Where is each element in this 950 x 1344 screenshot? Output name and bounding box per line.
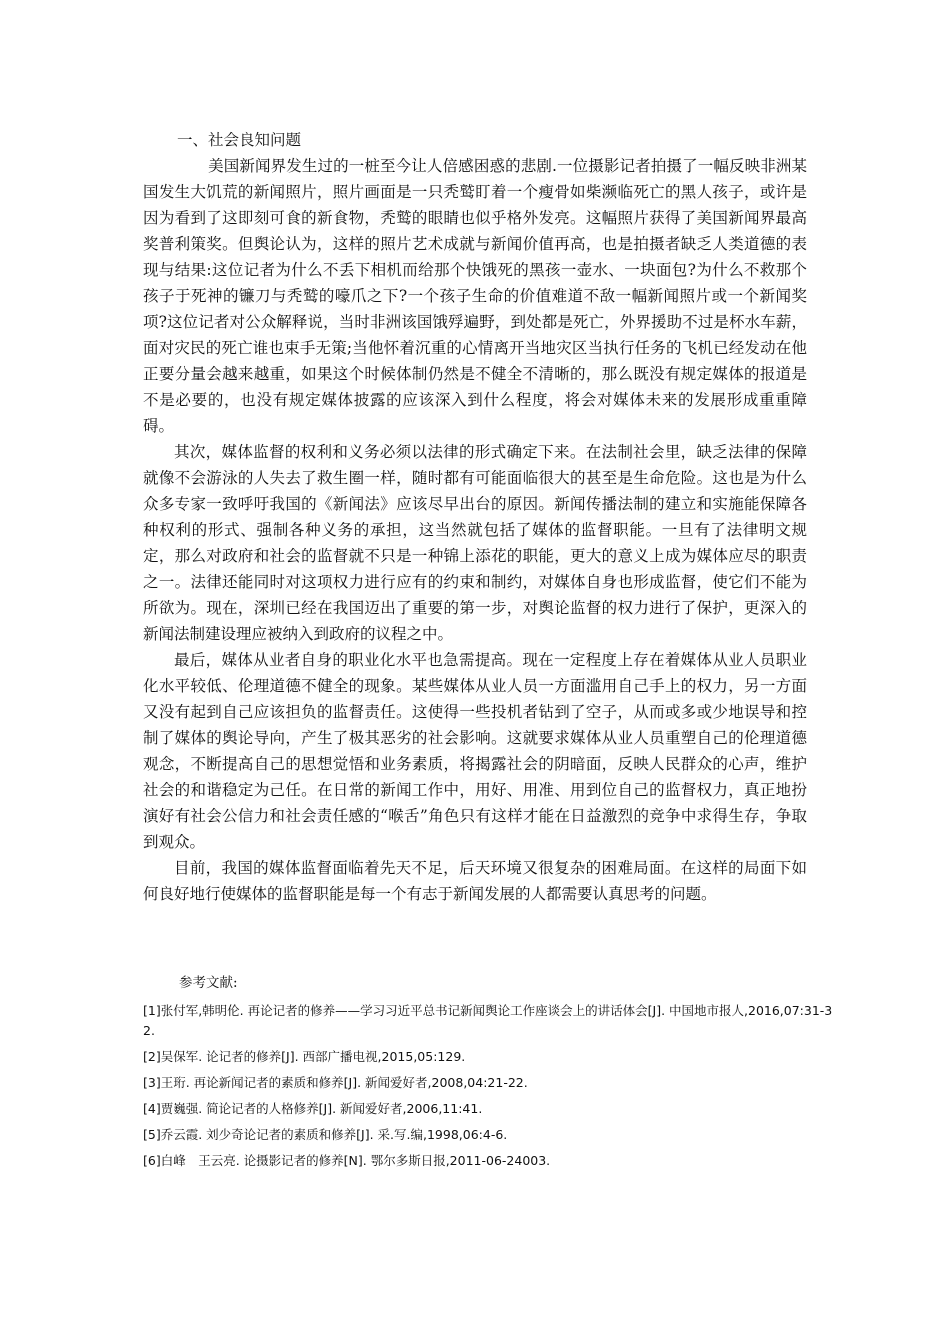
reference-item-1: [1]张付军,韩明伦. 再论记者的修养——学习习近平总书记新闻舆论工作座谈会上的讲话体会[J]. 中国地市报人,2016,07:31-32. [143,1003,833,1038]
paragraph-2: 其次，媒体监督的权利和义务必须以法律的形式确定下来。在法制社会里，缺乏法律的保障就像不会游泳的人失去了救生圈一样，随时都有可能面临很大的甚至是生命危险。这也是为什么众多专家一致呼吁我国的《新闻法》应该尽早出台的原因。新闻传播法制的建立和实施能保障各种权利的形式、强制各种义务的承担，这当然就包括了媒体的监督职能。一旦有了法律明文规定，那么对政府和社会的监督就不只是一种锦上添花的职能，更大的意义上成为媒体应尽的职责之一。法律还能同时对这项权力进行应有的约束和制约，对媒体自身也形成监督，使它们不能为所欲为。现在，深圳已经在我国迈出了重要的第一步，对舆论监督的权力进行了保护，更深入的新闻法制建设理应被纳入到政府的议程之中。 [143,443,807,643]
paragraph-3: 最后，媒体从业者自身的职业化水平也急需提高。现在一定程度上存在着媒体从业人员职业化水平较低、伦理道德不健全的现象。某些媒体从业人员一方面滥用自己手上的权力，另一方面又没有起到自己应该担负的监督责任。这使得一些投机者钻到了空子，从而或多或少地误导和控制了媒体的舆论导向，产生了极其恶劣的社会影响。这就要求媒体从业人员重塑自己的伦理道德观念，不断提高自己的思想觉悟和业务素质，将揭露社会的阴暗面，反映人民群众的心声，维护社会的和谐稳定为己任。在日常的新闻工作中，用好、用准、用到位自己的监督权力，真正地扮演好有社会公信力和社会责任感的“喉舌”角色只有这样才能在日益激烈的竞争中求得生存，争取到观众。 [143,651,807,851]
paragraph-1: 美国新闻界发生过的一桩至今让人倍感困惑的悲剧.一位摄影记者拍摄了一幅反映非洲某国发生大饥荒的新闻照片，照片画面是一只秃鹫盯着一个瘦骨如柴濒临死亡的黑人孩子，或许是因为看到了这即刻可食的新食物，秃鹫的眼睛也似乎格外发亮。这幅照片获得了美国新闻界最高奖普利策奖。但舆论认为，这样的照片艺术成就与新闻价值再高，也是拍摄者缺乏人类道德的表现与结果:这位记者为什么不丢下相机而给那个快饿死的黑孩一壶水、一块面包?为什么不救那个孩子于死神的镰刀与秃鹫的嚎爪之下?一个孩子生命的价值难道不敌一幅新闻照片或一个新闻奖项?这位记者对公众解释说，当时非洲该国饿殍遍野，到处都是死亡，外界援助不过是杯水车薪，面对灾民的死亡谁也束手无策;当他怀着沉重的心情离开当地灾区当执行任务的飞机已经发动在他正要分量会越来越重，如果这个时候体制仍然是不健全不清晰的，那么既没有规定媒体的报道是不是必要的，也没有规定媒体披露的应该深入到什么程度，将会对媒体未来的发展形成重重障碍。 [143,157,807,435]
reference-item-5: [5]乔云霞. 刘少奇论记者的素质和修养[J]. 采.写.编,1998,06:4-6. [143,1127,508,1142]
reference-item-3: [3]王珩. 再论新闻记者的素质和修养[J]. 新闻爱好者,2008,04:21-22. [143,1075,528,1090]
document-body [143,127,833,1177]
reference-item-2: [2]吴保军. 论记者的修养[J]. 西部广播电视,2015,05:129. [143,1049,466,1064]
reference-item-6: [6]白峰 王云亮. 论摄影记者的修养[N]. 鄂尔多斯日报,2011-06-24003. [143,1153,551,1168]
section-heading: 一、社会良知问题 [177,131,302,149]
references-heading: 参考文献: [179,975,238,991]
paragraph-4: 目前，我国的媒体监督面临着先天不足，后天环境又很复杂的困难局面。在这样的局面下如何良好地行使媒体的监督职能是每一个有志于新闻发展的人都需要认真思考的问题。 [143,859,807,903]
references-list [143,1001,833,1171]
reference-item-4: [4]贾巍强. 简论记者的人格修养[J]. 新闻爱好者,2006,11:41. [143,1101,483,1116]
